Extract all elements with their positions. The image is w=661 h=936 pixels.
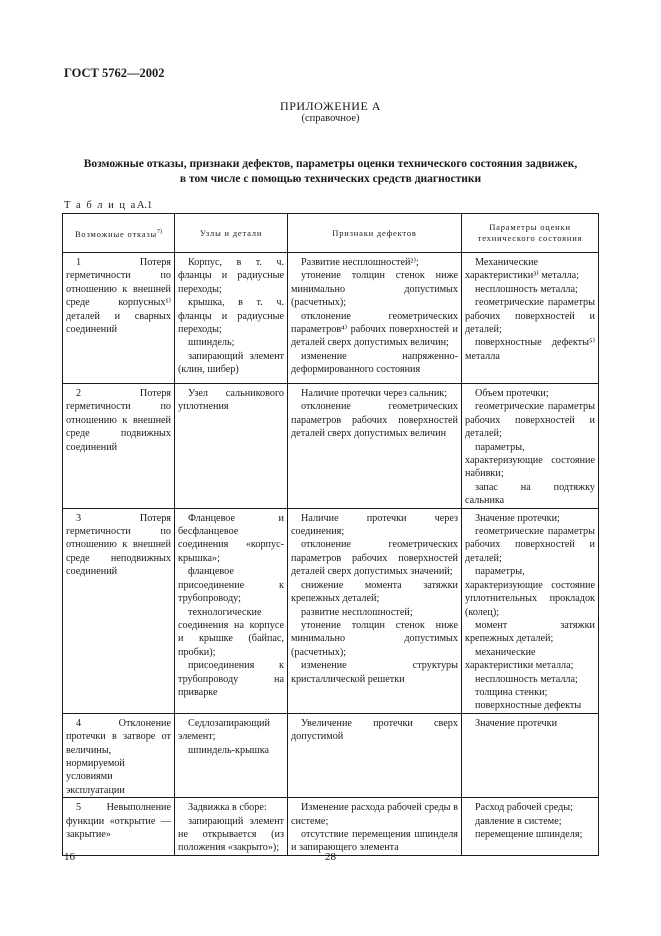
- table-row: [63, 384, 599, 509]
- params-text: давление в системе;: [475, 815, 562, 827]
- signs-text: отклонение геометрических параметров⁴⁾ рабочих поверхностей и деталей сверх допустимых величин;: [291, 310, 458, 349]
- table-row: [63, 253, 599, 384]
- params-text: перемещение шпинделя;: [475, 829, 583, 840]
- signs-text: утонение толщин стенок ниже минимально допустимых (расчетных);: [291, 619, 458, 658]
- cell-params: [462, 713, 599, 797]
- params-text: момент затяжки крепежных деталей;: [465, 619, 595, 645]
- cell-failure: [63, 713, 175, 797]
- cell-signs: [288, 798, 462, 856]
- parts-text: шпиндель;: [188, 337, 235, 349]
- cell-failure: [63, 253, 175, 384]
- params-text: геометрические параметры рабочих поверхностей и деталей;: [465, 526, 595, 564]
- params-text: Значение протечки: [475, 717, 558, 729]
- table-label-number: А.1: [136, 200, 153, 211]
- parts-text: технологические соединения на корпусе и крышке (байпас, пробки);: [178, 606, 284, 658]
- cell-signs: [288, 508, 462, 713]
- cell-signs: [288, 253, 462, 384]
- signs-text: Наличие протечки через соединения;: [291, 512, 458, 538]
- params-text: поверхностные дефекты⁵⁾ металла: [465, 337, 595, 362]
- failure-text: 1 Потеря герметичности по отношению к внешней среде корпусных¹⁾ деталей и сварных соединений: [66, 257, 171, 336]
- document-title: [70, 157, 591, 187]
- cell-parts: [175, 798, 288, 856]
- cell-signs: [288, 713, 462, 797]
- header-params: Параметры оценки технического состояния: [462, 214, 599, 253]
- parts-text: запирающий элемент (клин, шибер): [178, 350, 284, 376]
- cell-parts: [175, 253, 288, 384]
- signs-text: отсутствие перемещения шпинделя и запирающего элемента: [291, 829, 458, 854]
- title-line-2: в том числе с помощью технических средств диагностики: [179, 173, 482, 185]
- signs-text: изменение структуры кристаллической решетки: [291, 660, 458, 685]
- cell-params: [462, 798, 599, 856]
- cell-parts: [175, 713, 288, 797]
- params-text: Механические характеристики³⁾ металла;: [465, 257, 580, 282]
- signs-text: изменение напряженно-деформированного состояния: [291, 350, 458, 376]
- cell-params: [462, 508, 599, 713]
- appendix-subtitle: (справочное): [301, 113, 360, 124]
- title-line-1: Возможные отказы, признаки дефектов, параметры оценки технического состояния задвижек,: [83, 158, 578, 170]
- parts-text: Корпус, в т. ч. фланцы и радиусные переходы;: [178, 257, 284, 295]
- parts-text: Седлозапирающий элемент;: [178, 717, 270, 743]
- cell-signs: [288, 384, 462, 509]
- failures-table: [62, 213, 599, 856]
- parts-text: Фланцевое и бесфланцевое соединения «корпус-крышка»;: [178, 512, 284, 564]
- params-text: параметры, характеризующие состояние набивки;: [465, 441, 595, 480]
- failure-text: 4 Отклонение протечки в затворе от величины, нормируемой условиями эксплуатации: [66, 717, 171, 796]
- header-failures: Возможные отказы$^{7)}$: [63, 214, 175, 253]
- table-row: [63, 798, 599, 856]
- signs-text: отклонение геометрических параметров рабочих поверхностей деталей сверх допустимых величин: [291, 401, 458, 440]
- params-text: Значение протечки;: [475, 512, 560, 524]
- parts-text: запирающий элемент не открывается (из положения «закрыто»);: [178, 815, 284, 854]
- cell-params: [462, 384, 599, 509]
- failure-text: 2 Потеря герметичности по отношению к внешней среде подвижных соединений: [66, 388, 171, 453]
- params-text: Объем протечки;: [475, 388, 549, 399]
- signs-text: снижение момента затяжки крепежных деталей;: [291, 579, 458, 605]
- params-text: поверхностные дефекты: [475, 700, 582, 712]
- parts-text: крышка, в т. ч. фланцы и радиусные переходы;: [178, 297, 284, 336]
- cell-failure: [63, 798, 175, 856]
- signs-text: утонение толщин стенок ниже минимально допустимых (расчетных);: [291, 270, 458, 309]
- failure-text: 3 Потеря герметичности по отношению к внешней среде неподвижных соединений: [66, 512, 171, 578]
- table-label: [64, 200, 152, 211]
- parts-text: фланцевое присоединение к трубопроводу;: [178, 566, 284, 605]
- params-text: геометрические параметры рабочих поверхностей и деталей;: [465, 297, 595, 336]
- params-text: толщина стенки;: [475, 686, 548, 698]
- header-signs: Признаки дефектов: [288, 214, 462, 253]
- parts-text: шпиндель-крышка: [188, 744, 270, 756]
- cell-params: [462, 253, 599, 384]
- table-row: [63, 508, 599, 713]
- parts-text: Узел сальникового уплотнения: [178, 388, 284, 413]
- appendix-title: ПРИЛОЖЕНИЕ А: [280, 99, 381, 113]
- failure-text: 5 Невыполнение функции «открытие — закрытие»: [66, 802, 171, 840]
- standard-code: ГОСТ 5762—2002: [64, 66, 165, 80]
- header-parts: Узлы и детали: [175, 214, 288, 253]
- table-header-row: [63, 214, 599, 253]
- signs-text: Наличие протечки через сальник;: [301, 388, 448, 399]
- signs-text: Увеличение протечки сверх допустимой: [291, 717, 458, 743]
- signs-text: развитие несплошностей;: [301, 606, 413, 618]
- cell-failure: [63, 384, 175, 509]
- params-text: Расход рабочей среды;: [475, 802, 573, 814]
- cell-parts: [175, 508, 288, 713]
- parts-text: присоединения к трубопроводу на приварке: [178, 660, 284, 698]
- params-text: несплошность металла;: [475, 283, 578, 295]
- table-row: [63, 713, 599, 797]
- params-text: механические характеристики металла;: [465, 646, 574, 672]
- signs-text: отклонение геометрических параметров рабочих поверхностей деталей сверх допустимых значений;: [291, 539, 458, 578]
- page-number-left: 16: [64, 851, 75, 863]
- params-text: запас на подтяжку сальника: [465, 481, 595, 507]
- cell-parts: [175, 384, 288, 509]
- params-text: параметры, характеризующие состояние уплотнительных прокладок (колец);: [465, 566, 595, 618]
- signs-text: Изменение расхода рабочей среды в системе;: [291, 802, 458, 827]
- cell-failure: [63, 508, 175, 713]
- parts-text: Задвижка в сборе:: [188, 802, 267, 814]
- params-text: несплошность металла;: [475, 673, 578, 685]
- params-text: геометрические параметры рабочих поверхностей и деталей;: [465, 401, 595, 440]
- signs-text: Развитие несплошностей²⁾;: [301, 257, 419, 268]
- table-label-word: Т а б л и ц а: [64, 200, 137, 211]
- page-number-center: 28: [325, 851, 336, 863]
